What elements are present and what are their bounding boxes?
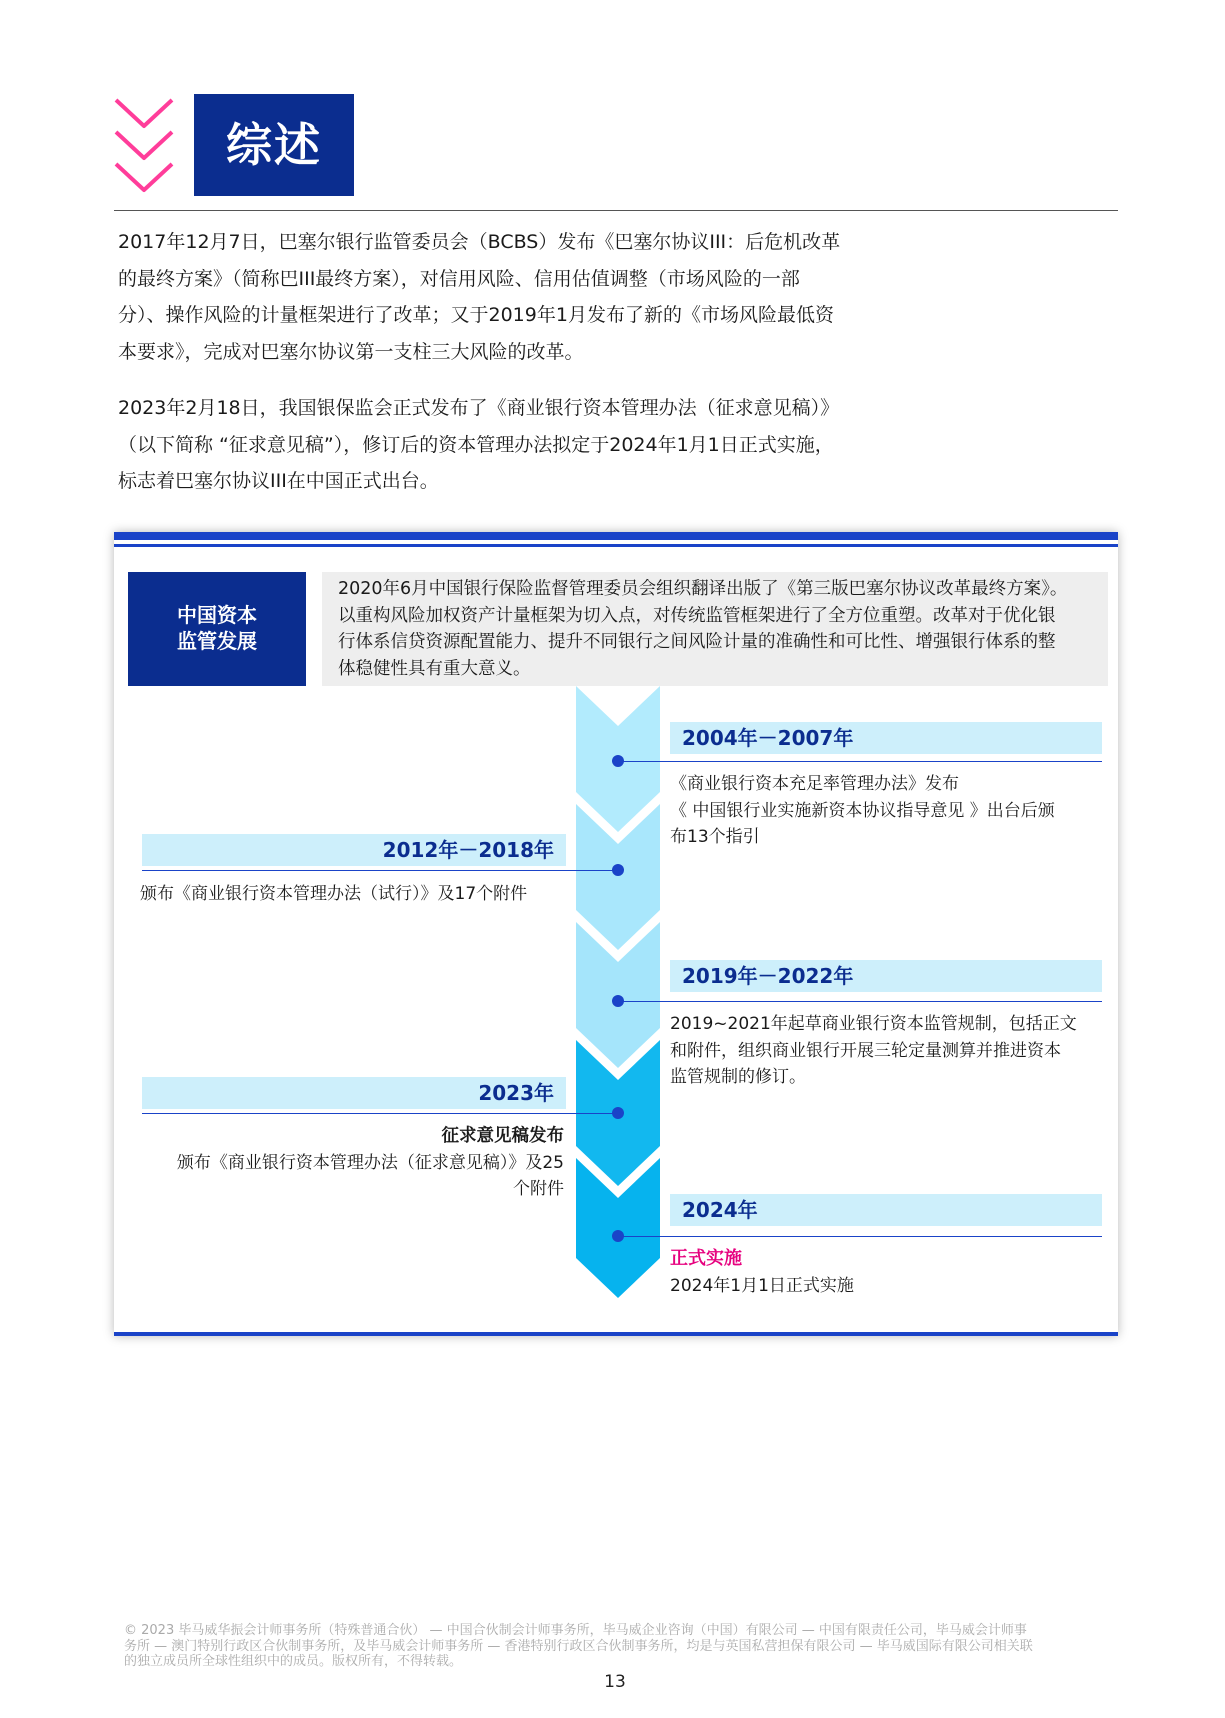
intro-paragraph-2 xyxy=(118,390,918,500)
timeline-dot xyxy=(612,995,624,1007)
panel-bottom-bar xyxy=(114,1332,1118,1336)
copyright-footer xyxy=(124,1623,1104,1670)
page-title: 综述 xyxy=(226,118,322,172)
panel-top-line xyxy=(114,544,1118,547)
period-label: 2023年 xyxy=(478,1081,554,1105)
timeline-connector xyxy=(618,1001,1102,1002)
entry-line: 和附件，组织商业银行开展三轮定量测算并推进资本 xyxy=(670,1040,1061,1061)
entry-title: 正式实施 xyxy=(670,1248,742,1269)
section-title-box xyxy=(194,94,354,196)
intro-line: 行体系信贷资源配置能力、提升不同银行之间风险计量的准确性和可比性、增强银行体系的整 xyxy=(338,632,1056,652)
period-band xyxy=(670,1194,1102,1226)
period-band xyxy=(670,722,1102,754)
entry-line: 颁布《商业银行资本管理办法（征求意见稿）》及25 xyxy=(176,1152,564,1173)
timeline-entry xyxy=(670,1011,1100,1091)
footer-line: © 2023 毕马威华振会计师事务所（特殊普通合伙） — 中国合伙制会计师事务所，毕马威企业咨询（中国）有限公司 — 中国有限责任公司，毕马威会计师事 xyxy=(124,1623,1027,1638)
paragraph-line: 2023年2月18日，我国银保监会正式发布了《商业银行资本管理办法（征求意见稿）》 xyxy=(118,397,840,419)
period-label: 2019年－2022年 xyxy=(682,964,854,988)
timeline-arrow-graphic xyxy=(576,686,660,1298)
paragraph-line: （以下简称 “征求意见稿”），修订后的资本管理办法拟定于2024年1月1日正式实施， xyxy=(118,433,834,456)
timeline-dot xyxy=(612,1230,624,1242)
paragraph-line: 分）、操作风险的计量框架进行了改革；又于2019年1月发布了新的《市场风险最低资 xyxy=(118,304,834,326)
paragraph-line: 本要求》，完成对巴塞尔协议第一支柱三大风险的改革。 xyxy=(118,340,584,363)
timeline-connector xyxy=(142,870,618,871)
entry-line: 2024年1月1日正式实施 xyxy=(670,1275,854,1296)
panel-top-bar xyxy=(114,532,1118,540)
panel-heading-line: 监管发展 xyxy=(177,629,257,653)
header-divider xyxy=(114,210,1118,211)
intro-line: 2020年6月中国银行保险监督管理委员会组织翻译出版了《第三版巴塞尔协议改革最终方案》。 xyxy=(338,579,1068,599)
panel-heading-line: 中国资本 xyxy=(177,603,257,627)
timeline-connector xyxy=(618,761,1102,762)
intro-line: 以重构风险加权资产计量框架为切入点，对传统监管框架进行了全方位重塑。改革对于优化银 xyxy=(338,605,1056,626)
timeline-entry xyxy=(140,1123,564,1203)
intro-line: 体稳健性具有重大意义。 xyxy=(338,658,531,679)
panel-heading xyxy=(128,602,306,654)
panel-heading-box xyxy=(128,572,306,686)
page-number: 13 xyxy=(604,1672,626,1692)
timeline-dot xyxy=(612,755,624,767)
entry-line: 个附件 xyxy=(513,1179,564,1199)
entry-line: 颁布《商业银行资本管理办法（试行）》及17个附件 xyxy=(140,884,528,904)
timeline-connector xyxy=(618,1236,1102,1237)
timeline-dot xyxy=(612,1107,624,1119)
entry-line: 《商业银行资本充足率管理办法》发布 xyxy=(670,774,959,794)
period-band xyxy=(142,1077,566,1109)
chevron-decoration-icon xyxy=(112,96,176,200)
paragraph-line: 标志着巴塞尔协议III在中国正式出台。 xyxy=(118,470,439,492)
period-label: 2004年－2007年 xyxy=(682,726,854,750)
timeline-entry xyxy=(140,881,564,908)
period-label: 2024年 xyxy=(682,1198,758,1222)
entry-line: 监管规制的修订。 xyxy=(670,1067,806,1087)
period-band xyxy=(142,834,566,866)
panel-intro-box xyxy=(322,572,1108,686)
panel-intro-text xyxy=(338,576,1102,682)
paragraph-line: 2017年12月7日，巴塞尔银行监管委员会（BCBS）发布《巴塞尔协议III：后危机改革 xyxy=(118,231,841,253)
period-label: 2012年－2018年 xyxy=(382,838,554,862)
footer-line: 的独立成员所全球性组织中的成员。版权所有，不得转载。 xyxy=(124,1654,463,1669)
timeline-entry xyxy=(670,1246,1100,1299)
paragraph-line: 的最终方案》（简称巴III最终方案），对信用风险、信用估值调整（市场风险的一部 xyxy=(118,267,800,290)
timeline-connector xyxy=(142,1113,618,1114)
entry-line: 2019~2021年起草商业银行资本监管规制，包括正文 xyxy=(670,1014,1077,1034)
timeline-dot xyxy=(612,864,624,876)
footer-line: 务所 — 澳门特别行政区合伙制事务所，及毕马威会计师事务所 — 香港特别行政区合伙制事务所，均是与英国私营担保有限公司 — 毕马威国际有限公司相关联 xyxy=(124,1638,1033,1654)
entry-line: 《 中国银行业实施新资本协议指导意见 》出台后颁 xyxy=(670,800,1055,821)
entry-line: 布13个指引 xyxy=(670,827,760,847)
timeline-entry xyxy=(670,771,1100,851)
period-band xyxy=(670,960,1102,992)
entry-title: 征求意见稿发布 xyxy=(441,1126,564,1146)
intro-paragraph-1 xyxy=(118,224,918,370)
